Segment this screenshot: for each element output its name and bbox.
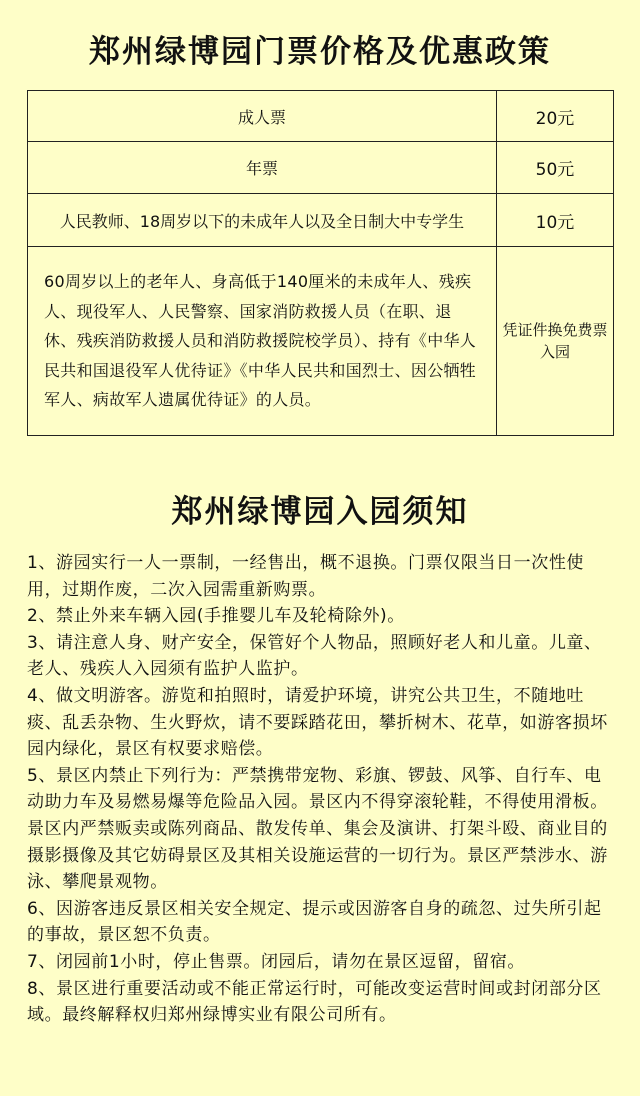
list-item: 7、闭园前1小时，停止售票。闭园后，请勿在景区逗留，留宿。 xyxy=(27,951,526,972)
ticket-type-cell: 60周岁以上的老年人、身高低于140厘米的未成年人、残疾人、现役军人、人民警察、国家消防救援人员（在职、退休、残疾消防救援人员和消防救援院校学员）、持有《中华人民共和国退役军人优待证》《中华人民共和国烈士、因公牺牲军人、病故军人遗属优待证》的人员。 xyxy=(28,247,497,436)
ticket-price-cell: 凭证件换免费票入园 xyxy=(496,247,613,436)
list-item: 2、禁止外来车辆入园(手推婴儿车及轮椅除外)。 xyxy=(27,606,405,627)
list-item: 8、景区进行重要活动或不能正常运行时，可能改变运营时间或封闭部分区域。最终解释权归郑州绿博实业有限公司所有。 xyxy=(27,978,602,1026)
table-row xyxy=(28,91,614,142)
ticket-price-title: 郑州绿博园门票价格及优惠政策 xyxy=(89,34,551,70)
ticket-price-cell: 20元 xyxy=(496,91,613,142)
table-row xyxy=(28,194,614,247)
list-item: 5、景区内禁止下列行为：严禁携带宠物、彩旗、锣鼓、风筝、自行车、电动助力车及易燃易爆等危险品入园。景区内不得穿滚轮鞋，不得使用滑板。景区内严禁贩卖或陈列商品、散发传单、集会及演讲、打架斗殴、商业目的摄影摄像及其它妨碍景区及其相关设施运营的一切行为。景区严禁涉水、游泳、攀爬景观物。 xyxy=(27,765,608,893)
ticket-price-table xyxy=(27,90,614,436)
ticket-price-cell: 50元 xyxy=(496,142,613,194)
ticket-type-cell: 年票 xyxy=(28,142,497,194)
ticket-price-cell: 10元 xyxy=(496,194,613,247)
ticket-type-cell: 成人票 xyxy=(28,91,497,142)
table-row xyxy=(28,142,614,194)
ticket-type-cell: 人民教师、18周岁以下的未成年人以及全日制大中专学生 xyxy=(28,194,497,247)
list-item: 6、因游客违反景区相关安全规定、提示或因游客自身的疏忽、过失所引起的事故，景区恕不负责。 xyxy=(27,898,602,946)
list-item: 1、游园实行一人一票制，一经售出，概不退换。门票仅限当日一次性使用，过期作废，二次入园需重新购票。 xyxy=(27,553,585,600)
park-notice-title: 郑州绿博园入园须知 xyxy=(171,494,469,530)
table-row xyxy=(28,247,614,436)
list-item: 3、请注意人身、财产安全，保管好个人物品，照顾好老人和儿童。儿童、老人、残疾人入园须有监护人监护。 xyxy=(27,632,602,680)
list-item: 4、做文明游客。游览和拍照时，请爱护环境，讲究公共卫生，不随地吐痰、乱丢杂物、生火野炊，请不要踩踏花田，攀折树木、花草，如游客损坏园内绿化，景区有权要求赔偿。 xyxy=(27,685,608,760)
park-notice-list xyxy=(27,550,617,1029)
